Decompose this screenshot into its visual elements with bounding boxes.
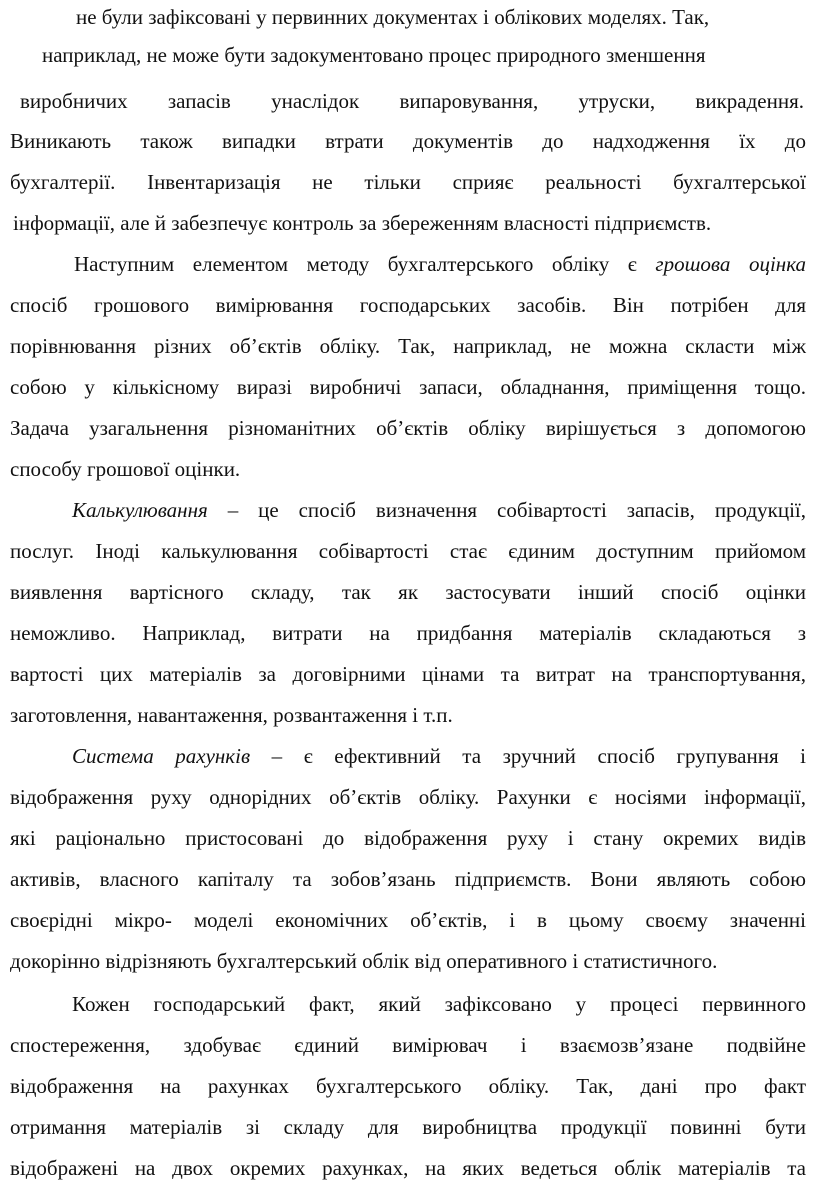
text-line: Виникають також випадки втрати документів до надходження їх до (10, 129, 806, 153)
text-line: Задача узагальнення різноманітних об’єктів обліку вирішується з допомогою (10, 416, 806, 440)
text-line: Калькулювання – це спосіб визначення собівартості запасів, продукції, (72, 498, 806, 522)
text-line: Кожен господарський факт, який зафіксовано у процесі первинного (72, 992, 806, 1016)
text-line: своєрідні мікро- моделі економічних об’єктів, і в цьому своєму значенні (10, 908, 806, 932)
text-line: які раціонально пристосовані до відображення руху і стану окремих видів (10, 826, 806, 850)
text-line: виявлення вартісного складу, так як застосувати інший спосіб оцінки (10, 580, 806, 604)
text-line: заготовлення, навантаження, розвантаження і т.п. (10, 703, 453, 727)
text-line: не були зафіксовані у первинних документах і облікових моделях. Так, (76, 5, 710, 29)
text-line: докорінно відрізняють бухгалтерський облік від оперативного і статистичного. (10, 949, 718, 973)
text-line: спосіб грошового вимірювання господарських засобів. Він потрібен для (10, 293, 806, 317)
text-line: Система рахунків – є ефективний та зручний спосіб групування і (72, 744, 807, 768)
text-line: вартості цих матеріалів за договірними цінами та витрат на транспортування, (10, 662, 806, 686)
text-line: інформації, але й забезпечує контроль за збереженням власності підприємств. (13, 211, 712, 235)
emphasis-term: грошова оцінка (655, 252, 806, 276)
emphasis-term: Система рахунків (72, 744, 251, 768)
emphasis-term: Калькулювання (72, 498, 208, 522)
text-line: послуг. Іноді калькулювання собівартості стає єдиним доступним прийомом (10, 539, 806, 563)
text-line: отримання матеріалів зі складу для виробництва продукції повинні бути (10, 1115, 806, 1139)
text-line: виробничих запасів унаслідок випаровування, утруски, викрадення. (20, 89, 804, 113)
text-line: Наступним елементом методу бухгалтерського обліку є грошова оцінка (74, 252, 806, 276)
text-line: собою у кількісному виразі виробничі запаси, обладнання, приміщення тощо. (10, 375, 806, 399)
text-line: бухгалтерії. Інвентаризація не тільки сприяє реальності бухгалтерської (10, 170, 806, 194)
text-line: порівнювання різних об’єктів обліку. Так, наприклад, не можна скласти між (10, 334, 806, 358)
text-line: неможливо. Наприклад, витрати на придбання матеріалів складаються з (10, 621, 806, 645)
text-line: відображені на двох окремих рахунках, на яких ведеться облік матеріалів та (10, 1156, 806, 1180)
text-line: відображення на рахунках бухгалтерського обліку. Так, дані про факт (10, 1074, 806, 1098)
text-line: спостереження, здобуває єдиний вимірювач і взаємозв’язане подвійне (10, 1033, 806, 1057)
text-line: активів, власного капіталу та зобов’язань підприємств. Вони являють собою (10, 867, 806, 891)
text-line: відображення руху однорідних об’єктів обліку. Рахунки є носіями інформації, (10, 785, 806, 809)
text-line: способу грошової оцінки. (10, 457, 241, 481)
text-line: наприклад, не може бути задокументовано процес природного зменшення (42, 43, 706, 67)
